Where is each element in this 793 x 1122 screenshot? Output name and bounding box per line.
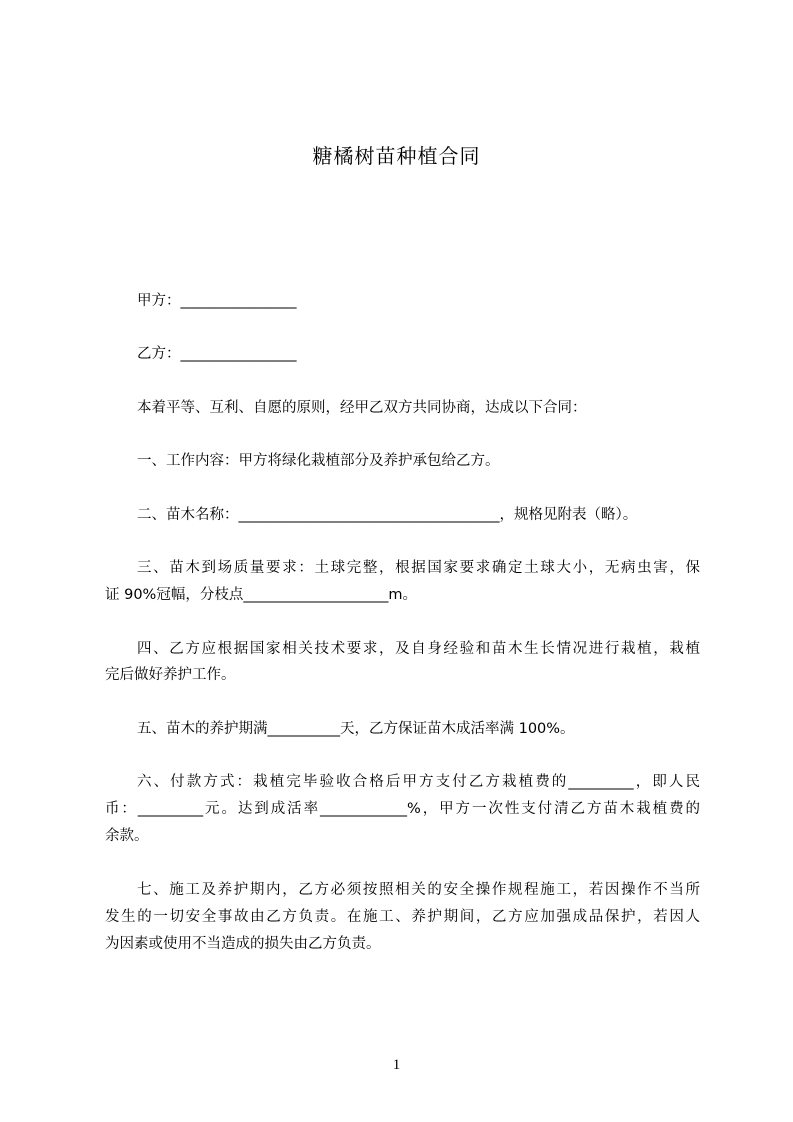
clause-3-line-1: 三、苗木到场质量要求：土球完整，根据国家要求确定土球大小，无病虫害，保	[137, 560, 700, 576]
clause-7-line-3: 为因素或使用不当造成的损失由乙方负责。	[105, 936, 381, 952]
page-number: 1	[392, 1057, 401, 1073]
clause-1: 一、工作内容：甲方将绿化栽植部分及养护承包给乙方。	[137, 453, 500, 469]
clause-4-line-1: 四、乙方应根据国家相关技术要求，及自身经验和苗木生长情况进行栽植，栽植	[137, 641, 700, 657]
party-b-line: 乙方：________________	[137, 346, 297, 362]
clause-4-line-2: 完后做好养护工作。	[105, 667, 236, 683]
clause-7-line-1: 七、施工及养护期内，乙方必须按照相关的安全操作规程施工，若因操作不当所	[137, 882, 700, 898]
preamble-paragraph: 本着平等、互利、自愿的原则，经甲乙双方共同协商，达成以下合同：	[137, 400, 587, 416]
party-a-line: 甲方：________________	[137, 293, 297, 309]
clause-7-line-2: 发生的一切安全事故由乙方负责。在施工、养护期间，乙方应加强成品保护，若因人	[105, 909, 700, 925]
clause-2: 二、苗木名称：____________________________________，规格见附表（略）。	[137, 507, 638, 523]
clause-5: 五、苗木的养护期满__________天，乙方保证苗木成活率满 100%。	[137, 721, 575, 737]
clause-6-line-3: 余款。	[105, 828, 149, 844]
clause-6-line-1: 六、付款方式：栽植完毕验收合格后甲方支付乙方栽植费的_________，即人民	[137, 774, 700, 790]
document-title: 糖橘树苗种植合同	[312, 144, 481, 168]
clause-3-line-2: 证 90%冠幅，分枝点____________________m。	[105, 587, 417, 603]
clause-6-line-2: 币：_________元。达到成活率____________%，甲方一次性支付清乙方苗木栽植费的	[105, 801, 700, 817]
